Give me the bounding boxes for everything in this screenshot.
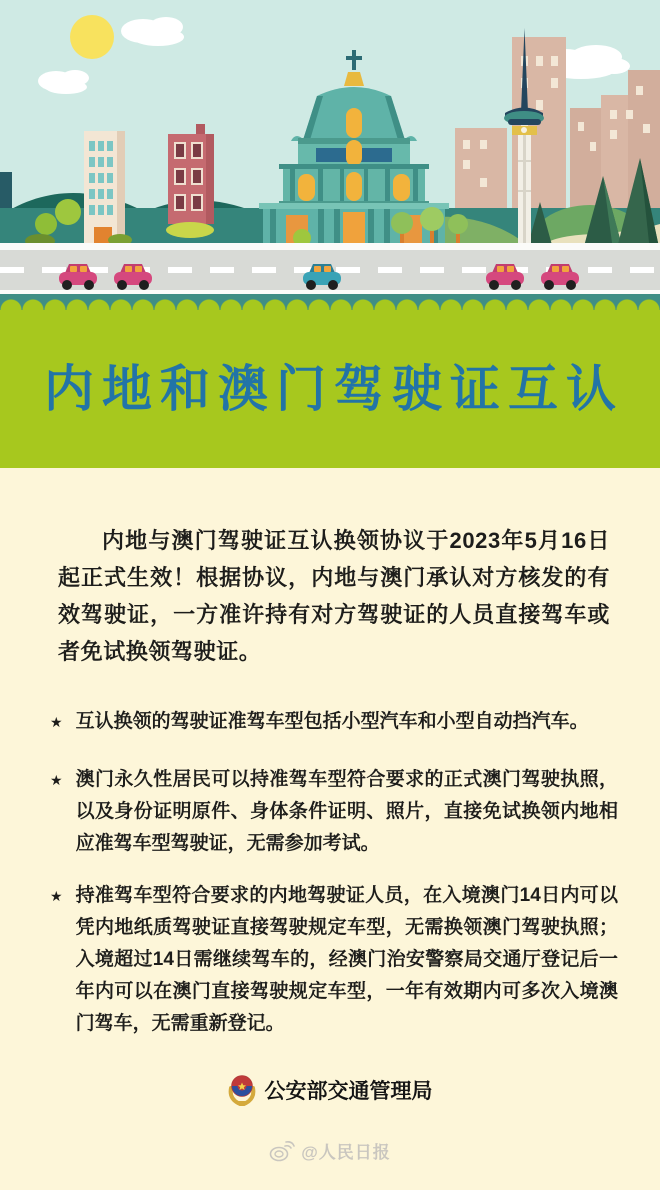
content-panel <box>0 468 660 1190</box>
bullet-text: 持准驾车型符合要求的内地驾驶证人员，在入境澳门14日内可以凭内地纸质驾驶证直接驾驶规定车型，无需换领澳门驾驶执照；入境超过14日需继续驾车的，经澳门治安警察局交通厅登记后一年内可以在澳门直接驾驶规定车型，一年有效期内可多次入境澳门驾车，无需重新登记。 <box>75 885 618 1034</box>
poster-title: 内地和澳门驾驶证互认 <box>44 361 624 417</box>
police-badge-icon <box>228 1074 256 1106</box>
bullet-list <box>50 706 618 1040</box>
cityscape-illustration <box>0 0 660 312</box>
bullet-text: 互认换领的驾驶证准驾车型包括小型汽车和小型自动挡汽车。 <box>75 711 589 732</box>
office-building <box>84 131 125 245</box>
watermark <box>0 1138 660 1163</box>
sun <box>70 15 114 59</box>
scallop-edge <box>0 299 660 310</box>
watermark-text: @人民日报 <box>301 1143 391 1162</box>
pink-building <box>166 124 214 238</box>
bullet-text: 澳门永久性居民可以持准驾车型符合要求的正式澳门驾驶执照，以及身份证明原件、身体条件证明、照片，直接免试换领内地相应准驾车型驾驶证，无需参加考试。 <box>75 769 618 854</box>
bullet-item <box>50 880 618 1040</box>
star-icon: ★ <box>50 772 63 788</box>
agency-name: 公安部交通管理局 <box>264 1080 433 1103</box>
bullet-item <box>50 764 618 860</box>
star-icon: ★ <box>50 888 63 904</box>
agency-signature <box>0 1074 660 1106</box>
intro-paragraph: 内地与澳门驾驶证互认换领协议于2023年5月16日起正式生效！根据协议，内地与澳门承认对方核发的有效驾驶证，一方准许持有对方驾驶证的人员直接驾车或者免试换领驾驶证。 <box>58 528 610 664</box>
weibo-icon <box>269 1140 295 1162</box>
star-icon: ★ <box>50 714 63 730</box>
bullet-item <box>50 706 618 738</box>
title-banner <box>0 310 660 468</box>
